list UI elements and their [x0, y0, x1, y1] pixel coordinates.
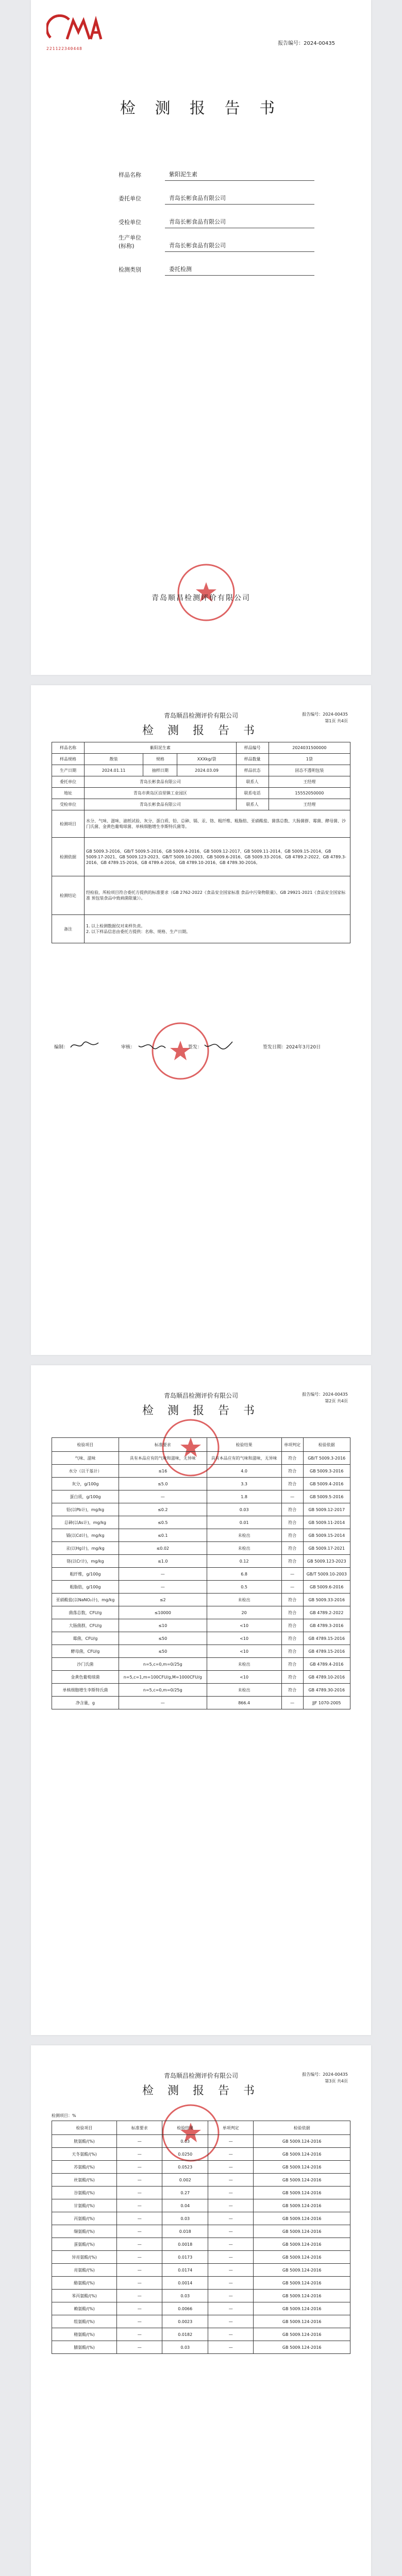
table-cell: 0.27 — [162, 2187, 208, 2199]
table-row — [52, 2264, 350, 2277]
table-cell: 0.01 — [207, 1516, 281, 1529]
sign-reviewed: 审核： — [121, 1045, 136, 1050]
table-cell: 未检出 — [207, 1684, 281, 1697]
table-cell: — — [208, 2238, 253, 2251]
table-cell: 符合 — [281, 1658, 303, 1671]
table-cell: GB 5009.124-2016 — [254, 2225, 350, 2238]
table-row — [52, 1632, 350, 1645]
table-cell: GB 5009.17-2021 — [303, 1542, 350, 1555]
report-page-2 — [31, 1365, 371, 2035]
table-cell: — — [208, 2199, 253, 2212]
table-cell: 符合 — [281, 1542, 303, 1555]
table-cell: 金黄色葡萄球菌 — [52, 1671, 119, 1684]
table-cell: — — [117, 2328, 162, 2341]
table-cell: GB 4789.4-2016 — [303, 1658, 350, 1671]
table-cell: 0.12 — [207, 1555, 281, 1568]
table-cell: — — [208, 2302, 253, 2315]
table-cell: <10 — [207, 1619, 281, 1632]
table-cell: <10 — [207, 1645, 281, 1658]
table-cell: <10 — [207, 1632, 281, 1645]
cover-field: 检测类别 委托检测 — [119, 252, 314, 276]
table-cell: GB 5009.5-2016 — [303, 1490, 350, 1503]
page-meta: 报告编号：2024-00435 第1页 共4页 — [302, 712, 348, 723]
table-cell: GB 4789.3-2016 — [303, 1619, 350, 1632]
table-cell: 0.0014 — [162, 2277, 208, 2290]
table-cell: — — [208, 2341, 253, 2354]
table-row: 地址 青岛市黄岛区泊里镇工业园区 联系电话 15552050000 — [52, 788, 350, 799]
table-row — [52, 2238, 350, 2251]
column-header: 检验依据 — [254, 2121, 350, 2135]
table-cell: 符合 — [281, 1671, 303, 1684]
table-cell: 具有本品应有的气味和滋味，无异味 — [207, 1452, 281, 1465]
table-row — [52, 2251, 350, 2264]
table-cell: GB 5009.124-2016 — [254, 2251, 350, 2264]
table-cell: 苯丙氨酸/(%) — [52, 2290, 117, 2302]
cover-field: 委托单位 青岛长彬食品有限公司 — [119, 181, 314, 205]
table-cell: 符合 — [281, 1529, 303, 1542]
table-cell: — — [117, 2161, 162, 2174]
table-cell: — — [208, 2290, 253, 2302]
table-cell: GB 5009.3-2016 — [303, 1465, 350, 1478]
column-header: 检验依据 — [303, 1438, 350, 1452]
table-cell: 未检出 — [207, 1542, 281, 1555]
table-row — [52, 1697, 350, 1709]
cover-lab-name: 青岛顺昌检测评价有限公司 — [152, 594, 250, 602]
signature-prepared — [70, 1040, 100, 1051]
table-cell: — — [117, 2148, 162, 2161]
table-cell: GB 5009.11-2014 — [303, 1516, 350, 1529]
table-cell: 总砷(以As计)，mg/kg — [52, 1516, 119, 1529]
table-row: 样品名称 紫阳泥生素 样品编号 2024031500000 — [52, 742, 350, 754]
table-row — [52, 1452, 350, 1465]
table-row — [52, 1658, 350, 1671]
table-cell: 丙氨酸/(%) — [52, 2212, 117, 2225]
table-cell: 胱氨酸/(%) — [52, 2135, 117, 2148]
table-cell: — — [208, 2277, 253, 2290]
section-label: 检测项目：% — [52, 2113, 76, 2118]
table-cell: GB 5009.124-2016 — [254, 2199, 350, 2212]
table-cell: GB 5009.124-2016 — [254, 2328, 350, 2341]
table-cell: 脯氨酸/(%) — [52, 2341, 117, 2354]
table-cell: ≤50 — [119, 1645, 207, 1658]
page-title: 检 测 报 告 书 — [142, 1404, 260, 1417]
table-cell: ≤50 — [119, 1632, 207, 1645]
table-cell: — — [208, 2135, 253, 2148]
table-cell: — — [117, 2277, 162, 2290]
table-row — [52, 1645, 350, 1658]
table-cell: 亚硝酸盐(以NaNO₂计)，mg/kg — [52, 1594, 119, 1606]
table-cell: 丝氨酸/(%) — [52, 2174, 117, 2187]
table-cell: 未检出 — [207, 1594, 281, 1606]
table-cell: 0.03 — [162, 2290, 208, 2302]
table-cell: ≤0.2 — [119, 1503, 207, 1516]
table-cell: GB 5009.124-2016 — [254, 2161, 350, 2174]
table-cell: — — [119, 1568, 207, 1581]
table-row — [52, 1555, 350, 1568]
cover-field: 生产单位 (标称) 青岛长彬食品有限公司 — [119, 228, 314, 252]
table-cell: 组氨酸/(%) — [52, 2315, 117, 2328]
table-row — [52, 2212, 350, 2225]
table-cell: 具有本品应有的气味和滋味，无异味 — [119, 1452, 207, 1465]
org-name: 青岛顺昌检测评价有限公司 — [163, 712, 238, 719]
table-cell: ≤16 — [119, 1465, 207, 1478]
table-cell: — — [117, 2135, 162, 2148]
table-cell: GB 5009.124-2016 — [254, 2264, 350, 2277]
table-row — [52, 2187, 350, 2199]
table-cell: 0.0182 — [162, 2328, 208, 2341]
table-cell: — — [119, 1490, 207, 1503]
org-name: 青岛顺昌检测评价有限公司 — [163, 1392, 238, 1399]
table-cell: — — [117, 2187, 162, 2199]
table-cell: 符合 — [281, 1619, 303, 1632]
column-header: 标准要求 — [119, 1438, 207, 1452]
page-meta: 报告编号：2024-00435 第3页 共4页 — [302, 2072, 348, 2083]
table-cell: — — [117, 2212, 162, 2225]
table-cell: 0.03 — [162, 2135, 208, 2148]
table-row — [52, 1581, 350, 1594]
cover-title: 检 测 报 告 书 — [120, 99, 282, 117]
table-row — [52, 1671, 350, 1684]
table-row — [52, 2328, 350, 2341]
table-cell: GB 5009.12-2017 — [303, 1503, 350, 1516]
table-cell: 蛋白质，g/100g — [52, 1490, 119, 1503]
page-meta: 报告编号：2024-00435 第2页 共4页 — [302, 1392, 348, 1403]
table-cell: GB 4789.15-2016 — [303, 1632, 350, 1645]
table-cell: GB 5009.124-2016 — [254, 2290, 350, 2302]
table-cell: 3.3 — [207, 1478, 281, 1490]
table-cell: — — [117, 2290, 162, 2302]
sign-approved: 签发： — [188, 1045, 203, 1050]
column-header: 标准要求 — [117, 2121, 162, 2135]
column-header: 单项判定 — [281, 1438, 303, 1452]
sample-info-table — [52, 742, 350, 943]
test-result-table — [52, 1437, 350, 1709]
table-cell: 0.0174 — [162, 2264, 208, 2277]
table-cell: 0.04 — [162, 2199, 208, 2212]
table-cell: GB 5009.124-2016 — [254, 2277, 350, 2290]
table-cell: GB/T 5009.3-2016 — [303, 1452, 350, 1465]
table-cell: 符合 — [281, 1632, 303, 1645]
table-cell: 0.0023 — [162, 2315, 208, 2328]
table-row — [52, 2277, 350, 2290]
table-row — [52, 1684, 350, 1697]
table-cell: 铅(以Pb计)，mg/kg — [52, 1503, 119, 1516]
table-cell: n=5,c=1,m=100CFU/g,M=1000CFU/g — [119, 1671, 207, 1684]
table-cell: ≤0.5 — [119, 1516, 207, 1529]
table-row: 检测依据 GB 5009.3-2016、GB/T 5009.5-2016、GB 5009.4-2016、GB 5009.12-2017、GB 5009.11-2014、GB 5009.15-2014、GB 5009.17-2021、GB 5009.123-2023、GB/T 5009.10-2003、GB 5009.6-2016、GB 5009.33-2016、GB 4789.2-2022、GB 4789.3-2016、GB 4789.15-2016、GB 4789.4-2016、GB 4789.10-2016、GB 4789.30-2016。 — [52, 838, 350, 876]
table-cell: GB 5009.124-2016 — [254, 2187, 350, 2199]
table-cell: 气味、滋味 — [52, 1452, 119, 1465]
table-row — [52, 1465, 350, 1478]
table-cell: — — [117, 2174, 162, 2187]
column-header: 单项判定 — [208, 2121, 253, 2135]
table-cell: <10 — [207, 1671, 281, 1684]
sign-date: 签发日期：2024年3月20日 — [263, 1045, 321, 1050]
cover-field: 样品名称 紫阳泥生素 — [119, 157, 314, 181]
table-cell: — — [208, 2264, 253, 2277]
table-cell: — — [281, 1568, 303, 1581]
table-row: 检测项目 水分、气味、滋味、滤纸试验、灰分、蛋白质、铅、总砷、镉、汞、铬、粗纤维、粗脂肪、亚硝酸盐、菌落总数、大肠菌群、霉菌、酵母菌、沙门氏菌、金黄色葡萄球菌、单核细胞增生李斯特氏菌等。 — [52, 810, 350, 838]
column-header: 检验项目 — [52, 2121, 117, 2135]
table-cell: — — [117, 2302, 162, 2315]
table-row — [52, 2161, 350, 2174]
table-cell: 蛋氨酸/(%) — [52, 2238, 117, 2251]
table-row — [52, 1542, 350, 1555]
table-row — [52, 1568, 350, 1581]
table-cell: 0.002 — [162, 2174, 208, 2187]
table-cell: — — [208, 2315, 253, 2328]
table-cell: 霉菌，CFU/g — [52, 1632, 119, 1645]
table-row: 受检单位 青岛长彬食品有限公司 联系人 王经理 — [52, 799, 350, 810]
table-cell: 谷氨酸/(%) — [52, 2187, 117, 2199]
table-row: 委托单位 青岛长彬食品有限公司 联系人 王经理 — [52, 776, 350, 788]
table-cell: 0.5 — [207, 1581, 281, 1594]
table-row — [52, 2290, 350, 2302]
table-cell: 菌落总数，CFU/g — [52, 1606, 119, 1619]
report-page-1 — [31, 685, 371, 1355]
table-row — [52, 1490, 350, 1503]
table-cell: 沙门氏菌 — [52, 1658, 119, 1671]
table-cell: — — [117, 2251, 162, 2264]
table-cell: ≤10 — [119, 1619, 207, 1632]
table-cell: 866.4 — [207, 1697, 281, 1709]
table-cell: — — [208, 2161, 253, 2174]
table-cell: GB/T 5009.10-2003 — [303, 1568, 350, 1581]
table-cell: ≤5.0 — [119, 1478, 207, 1490]
table-cell: 单核细胞增生李斯特氏菌 — [52, 1684, 119, 1697]
table-header-row — [52, 2121, 350, 2135]
table-cell: 灰分，g/100g — [52, 1478, 119, 1490]
table-cell: GB 5009.124-2016 — [254, 2174, 350, 2187]
table-cell: GB 4789.10-2016 — [303, 1671, 350, 1684]
table-row — [52, 2135, 350, 2148]
table-row — [52, 1516, 350, 1529]
table-cell: — — [117, 2315, 162, 2328]
table-cell: n=5,c=0,m=0/25g — [119, 1684, 207, 1697]
table-cell: GB 5009.124-2016 — [254, 2212, 350, 2225]
table-cell: 0.018 — [162, 2225, 208, 2238]
table-row — [52, 1478, 350, 1490]
table-cell: 0.0173 — [162, 2251, 208, 2264]
table-cell: 缬氨酸/(%) — [52, 2225, 117, 2238]
column-header: 检验项目 — [52, 1438, 119, 1452]
page-title: 检 测 报 告 书 — [142, 2084, 260, 2097]
table-cell: GB 5009.124-2016 — [254, 2341, 350, 2354]
table-cell: — — [208, 2212, 253, 2225]
table-cell: 0.03 — [162, 2341, 208, 2354]
table-cell: 粗纤维，g/100g — [52, 1568, 119, 1581]
table-cell: GB 5009.6-2016 — [303, 1581, 350, 1594]
table-cell: 净含量，g — [52, 1697, 119, 1709]
table-cell: — — [117, 2264, 162, 2277]
table-cell: 4.0 — [207, 1465, 281, 1478]
table-cell: 符合 — [281, 1645, 303, 1658]
column-header: 检验结果 — [162, 2121, 208, 2135]
table-cell: — — [281, 1581, 303, 1594]
cover-fields — [119, 157, 314, 276]
table-row: 检测结论 经检验，所检项目符合委托方提供的标准要求（GB 2762-2022《食品安全国家标准 食品中污染物限量》、GB 29921-2021《食品安全国家标准 预包装食品中致病菌限量》）。 — [52, 876, 350, 915]
table-cell: GB 5009.123-2023 — [303, 1555, 350, 1568]
cma-mark-icon — [46, 14, 103, 45]
table-cell: 符合 — [281, 1606, 303, 1619]
table-row — [52, 2148, 350, 2161]
sign-prepared: 编制： — [54, 1045, 69, 1050]
table-row — [52, 1606, 350, 1619]
table-cell: 0.0523 — [162, 2161, 208, 2174]
table-cell: 镉(以Cd计)，mg/kg — [52, 1529, 119, 1542]
seal-star-icon — [149, 1020, 211, 1082]
table-row — [52, 2199, 350, 2212]
table-cell: GB 4789.15-2016 — [303, 1645, 350, 1658]
table-cell: 符合 — [281, 1465, 303, 1478]
table-cell: n=5,c=0,m=0/25g — [119, 1658, 207, 1671]
table-cell: 符合 — [281, 1555, 303, 1568]
table-cell: 符合 — [281, 1452, 303, 1465]
table-cell: 甘氨酸/(%) — [52, 2199, 117, 2212]
table-cell: GB 5009.15-2014 — [303, 1529, 350, 1542]
table-cell: 0.0066 — [162, 2302, 208, 2315]
table-cell: 0.0018 — [162, 2238, 208, 2251]
table-cell: — — [281, 1697, 303, 1709]
table-cell: 亮氨酸/(%) — [52, 2264, 117, 2277]
table-row: 样品规格 散装 规格 XXXkg/袋 样品数量 1袋 — [52, 754, 350, 765]
table-cell: GB 5009.124-2016 — [254, 2148, 350, 2161]
table-cell: GB 4789.30-2016 — [303, 1684, 350, 1697]
table-cell: ≤0.1 — [119, 1529, 207, 1542]
table-cell: 苏氨酸/(%) — [52, 2161, 117, 2174]
table-cell: 铬(以Cr计)，mg/kg — [52, 1555, 119, 1568]
table-cell: — — [117, 2238, 162, 2251]
table-cell: 0.0250 — [162, 2148, 208, 2161]
table-cell: — — [208, 2328, 253, 2341]
table-cell: 0.03 — [162, 2212, 208, 2225]
table-cell: ≤10000 — [119, 1606, 207, 1619]
page-title: 检 测 报 告 书 — [142, 724, 260, 737]
table-row — [52, 2315, 350, 2328]
cover-report-no: 报告编号：2024-00435 — [278, 41, 335, 46]
table-cell: 未检出 — [207, 1658, 281, 1671]
table-cell: 天冬氨酸/(%) — [52, 2148, 117, 2161]
table-cell: 符合 — [281, 1594, 303, 1606]
table-cell: — — [208, 2251, 253, 2264]
table-row: 生产日期 2024.01.11 抽样日期 2024.03.09 样品状态 固态不透明包装 — [52, 765, 350, 776]
company-seal — [149, 1020, 211, 1082]
table-cell: GB 5009.33-2016 — [303, 1594, 350, 1606]
table-row — [52, 2225, 350, 2238]
table-row — [52, 2302, 350, 2315]
table-cell: 精氨酸/(%) — [52, 2328, 117, 2341]
table-cell: 酪氨酸/(%) — [52, 2277, 117, 2290]
table-cell: GB 5009.4-2016 — [303, 1478, 350, 1490]
table-cell: 符合 — [281, 1516, 303, 1529]
table-cell: 未检出 — [207, 1529, 281, 1542]
table-cell: 大肠菌群，CFU/g — [52, 1619, 119, 1632]
table-cell: GB 4789.2-2022 — [303, 1606, 350, 1619]
table-cell: 符合 — [281, 1684, 303, 1697]
table-cell: 1.8 — [207, 1490, 281, 1503]
cover-page — [31, 0, 371, 675]
table-cell: — — [117, 2225, 162, 2238]
table-row: 备注 1. 以上检测数据仅对来样负责。 2. 以下样品信息由委托方提供：名称、规格、生产日期。 — [52, 915, 350, 943]
table-cell: — — [208, 2187, 253, 2199]
table-cell: GB 5009.124-2016 — [254, 2238, 350, 2251]
report-page-3 — [31, 2045, 371, 2576]
table-cell: 赖氨酸/(%) — [52, 2302, 117, 2315]
table-cell: 粗脂肪，g/100g — [52, 1581, 119, 1594]
table-cell: — — [119, 1581, 207, 1594]
table-cell: GB 5009.124-2016 — [254, 2135, 350, 2148]
table-cell: GB 5009.124-2016 — [254, 2315, 350, 2328]
table-cell: 0.03 — [207, 1503, 281, 1516]
table-cell: JJF 1070-2005 — [303, 1697, 350, 1709]
org-name: 青岛顺昌检测评价有限公司 — [163, 2072, 238, 2079]
signature-approved — [204, 1040, 234, 1051]
table-cell: 异亮氨酸/(%) — [52, 2251, 117, 2264]
ma-code: 221122340448 — [46, 46, 82, 51]
table-cell: — — [281, 1490, 303, 1503]
table-cell: 水分（以干基计） — [52, 1465, 119, 1478]
table-cell: ≤2 — [119, 1594, 207, 1606]
table-row — [52, 1619, 350, 1632]
table-row — [52, 1503, 350, 1516]
table-row — [52, 1594, 350, 1606]
table-cell: — — [208, 2148, 253, 2161]
table-row — [52, 1529, 350, 1542]
table-header-row — [52, 1438, 350, 1452]
table-cell: — — [119, 1697, 207, 1709]
table-cell: 酵母菌，CFU/g — [52, 1645, 119, 1658]
table-cell: 6.8 — [207, 1568, 281, 1581]
table-cell: GB 5009.124-2016 — [254, 2302, 350, 2315]
amino-acid-table — [52, 2121, 350, 2354]
ma-logo — [46, 14, 103, 51]
signature-reviewed — [137, 1040, 167, 1051]
table-row — [52, 2341, 350, 2354]
table-row — [52, 2174, 350, 2187]
table-cell: 符合 — [281, 1478, 303, 1490]
table-cell: 汞(以Hg计)，mg/kg — [52, 1542, 119, 1555]
table-cell: ≤1.0 — [119, 1555, 207, 1568]
table-cell: — — [208, 2225, 253, 2238]
cover-field: 受检单位 青岛长彬食品有限公司 — [119, 205, 314, 228]
table-cell: — — [208, 2174, 253, 2187]
table-cell: ≤0.02 — [119, 1542, 207, 1555]
table-cell: 符合 — [281, 1503, 303, 1516]
column-header: 检验结果 — [207, 1438, 281, 1452]
table-cell: 20 — [207, 1606, 281, 1619]
table-cell: — — [117, 2199, 162, 2212]
table-cell: — — [117, 2341, 162, 2354]
